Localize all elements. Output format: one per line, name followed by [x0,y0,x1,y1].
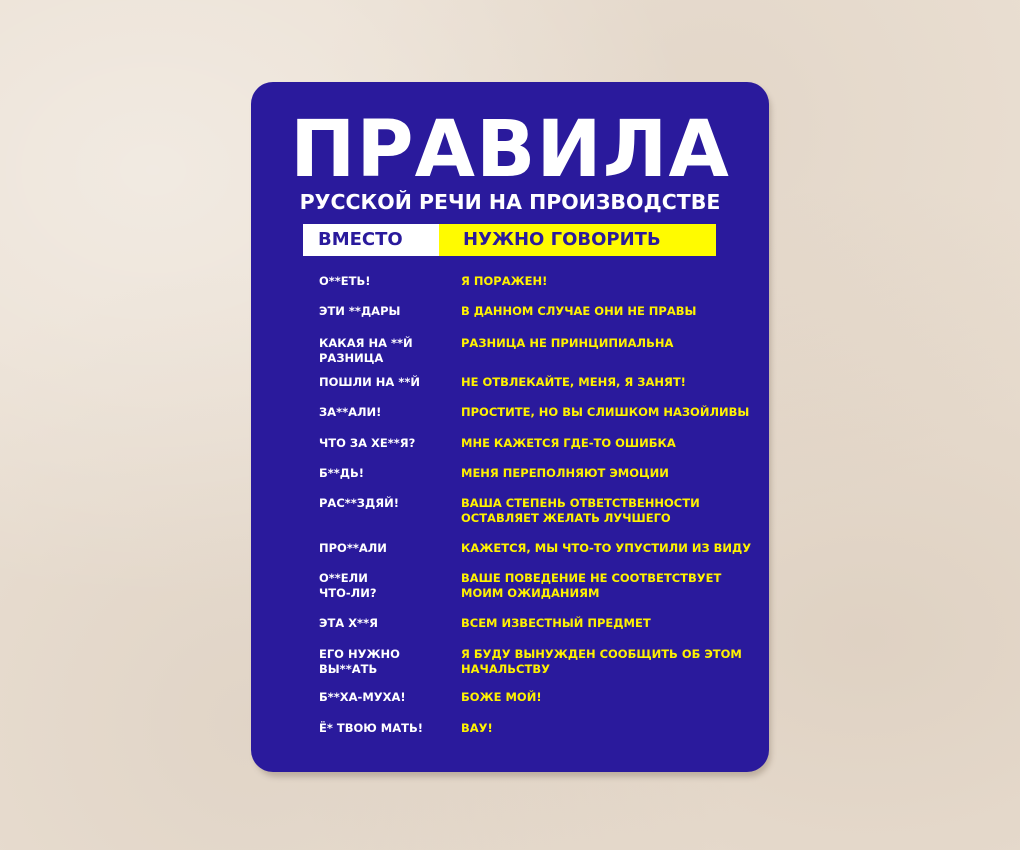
rule-should-say-text: МНЕ КАЖЕТСЯ ГДЕ-ТО ОШИБКА [461,436,676,450]
rule-should-say-text: В ДАННОМ СЛУЧАЕ ОНИ НЕ ПРАВЫ [461,304,697,318]
rules-sign [251,82,769,772]
rule-should-say-text: БОЖЕ МОЙ! [461,690,542,704]
rule-should-say-text: РАЗНИЦА НЕ ПРИНЦИПИАЛЬНА [461,336,674,350]
rule-should-say-text: Я БУДУ ВЫНУЖДЕН СООБЩИТЬ ОБ ЭТОМ НАЧАЛЬСТВУ [461,647,742,676]
rule-should-say-text: МЕНЯ ПЕРЕПОЛНЯЮТ ЭМОЦИИ [461,466,669,480]
rule-should-say-text: ПРОСТИТЕ, НО ВЫ СЛИШКОМ НАЗОЙЛИВЫ [461,405,750,419]
rule-instead-text: ПОШЛИ НА **Й [319,375,420,389]
rule-instead-text: О**ЕТЬ! [319,274,371,288]
rule-instead-text: Б**ХА-МУХА! [319,690,406,704]
rule-instead-text: ЗА**АЛИ! [319,405,382,419]
rule-instead-text: РАС**ЗДЯЙ! [319,496,399,510]
rule-should-say-text: ВАУ! [461,721,493,735]
rule-should-say-text: ВАША СТЕПЕНЬ ОТВЕТСТВЕННОСТИ ОСТАВЛЯЕТ ЖЕЛАТЬ ЛУЧШЕГО [461,496,700,525]
rule-should-say-text: Я ПОРАЖЕН! [461,274,548,288]
rule-instead-text: ПРО**АЛИ [319,541,387,555]
should-say-column-header: НУЖНО ГОВОРИТЬ [463,229,661,250]
sign-title: ПРАВИЛА [290,105,730,195]
rule-should-say-text: КАЖЕТСЯ, МЫ ЧТО-ТО УПУСТИЛИ ИЗ ВИДУ [461,541,752,555]
rule-instead-text: ЕГО НУЖНО ВЫ**АТЬ [319,647,400,676]
rules-list [251,82,769,772]
rule-instead-text: Ё* ТВОЮ МАТЬ! [319,721,423,735]
instead-column-header: ВМЕСТО [318,229,403,250]
rule-instead-text: ЭТА Х**Я [319,616,378,630]
rule-should-say-text: ВАШЕ ПОВЕДЕНИЕ НЕ СООТВЕТСТВУЕТ МОИМ ОЖИДАНИЯМ [461,571,722,600]
rule-instead-text: О**ЕЛИ ЧТО-ЛИ? [319,571,377,600]
sign-subtitle: РУССКОЙ РЕЧИ НА ПРОИЗВОДСТВЕ [299,190,721,214]
rule-instead-text: Б**ДЬ! [319,466,365,480]
rule-instead-text: КАКАЯ НА **Й РАЗНИЦА [319,336,413,365]
rule-should-say-text: ВСЕМ ИЗВЕСТНЫЙ ПРЕДМЕТ [461,616,651,630]
rule-should-say-text: НЕ ОТВЛЕКАЙТЕ, МЕНЯ, Я ЗАНЯТ! [461,375,686,389]
rule-instead-text: ЧТО ЗА ХЕ**Я? [319,436,416,450]
rule-instead-text: ЭТИ **ДАРЫ [319,304,401,318]
